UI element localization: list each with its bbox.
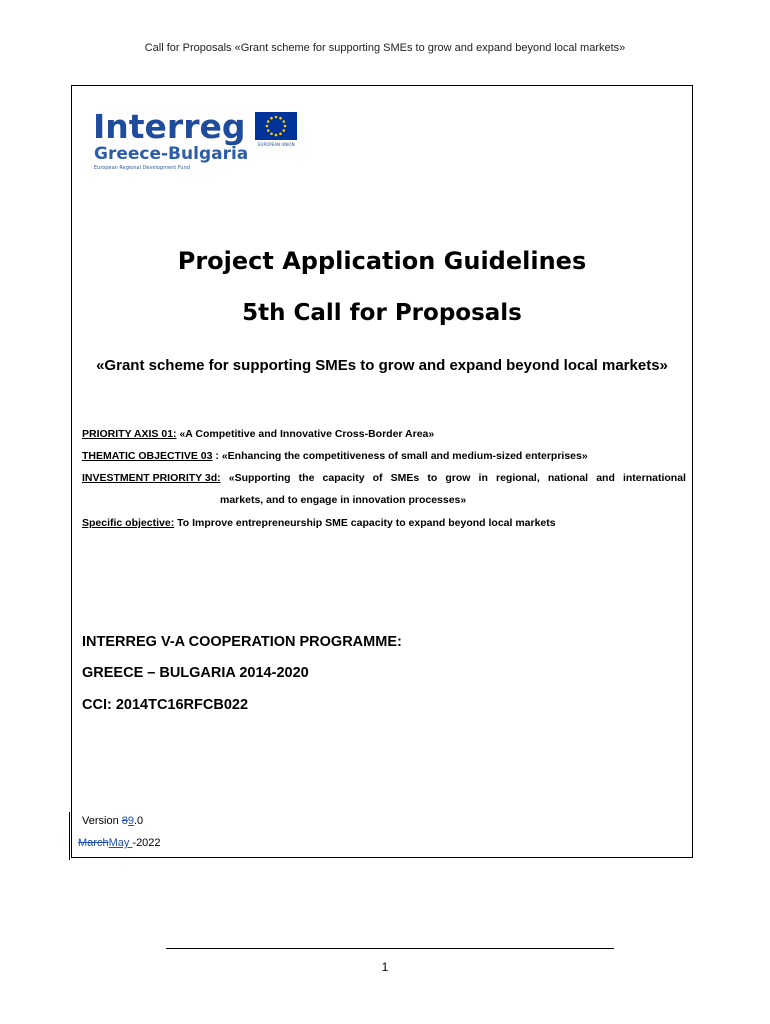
investment-priority-label: INVESTMENT PRIORITY 3d:	[82, 472, 221, 484]
investment-word: the	[298, 472, 315, 484]
version-inserted: 9	[127, 815, 134, 827]
investment-word: of	[372, 472, 383, 484]
investment-priority-line	[82, 472, 686, 484]
interreg-logo	[93, 108, 303, 172]
investment-word: SMEs	[390, 472, 420, 484]
investment-priority-continuation: markets, and to engage in innovation processes»	[220, 494, 467, 506]
priority-axis-label: PRIORITY AXIS 01:	[82, 428, 177, 440]
specific-objective-line	[82, 517, 556, 529]
thematic-objective-line	[82, 450, 588, 462]
thematic-objective-label: THEMATIC OBJECTIVE 03	[82, 450, 213, 462]
specific-objective-text: To Improve entrepreneurship SME capacity to expand beyond local markets	[174, 517, 556, 529]
version-suffix: .0	[134, 815, 144, 827]
scheme-title: «Grant scheme for supporting SMEs to grow and expand beyond local markets»	[96, 357, 668, 374]
priority-axis-line	[82, 428, 434, 440]
page-number: 1	[381, 960, 389, 974]
investment-word: capacity	[322, 472, 365, 484]
thematic-objective-text: : «Enhancing the competitiveness of small and medium-sized enterprises»	[212, 450, 588, 462]
programme-region: GREECE – BULGARIA 2014-2020	[82, 665, 309, 681]
revision-change-bar	[69, 812, 70, 860]
eu-label: EUROPEAN UNION	[258, 142, 295, 147]
running-header: Call for Proposals «Grant scheme for supporting SMEs to grow and expand beyond local markets»	[144, 42, 626, 54]
investment-word: in	[478, 472, 488, 484]
investment-word: regional,	[495, 472, 540, 484]
investment-word: international	[622, 472, 686, 484]
date-deleted: March	[78, 837, 109, 849]
investment-word: grow	[445, 472, 471, 484]
logo-fund: European Regional Development Fund	[94, 165, 190, 171]
document-title: Project Application Guidelines	[177, 247, 587, 275]
investment-word: to	[427, 472, 438, 484]
investment-word: and	[596, 472, 615, 484]
version-line	[82, 815, 143, 827]
programme-cci: CCI: 2014TC16RFCB022	[82, 697, 249, 713]
logo-wordmark: Interreg	[93, 108, 246, 146]
interreg-logo-graphic	[93, 108, 303, 172]
version-deleted: 8	[121, 815, 128, 827]
date-inserted: May	[108, 837, 133, 849]
date-line	[78, 837, 161, 849]
priority-axis-text: «A Competitive and Innovative Cross-Border Area»	[176, 428, 435, 440]
investment-word: national	[547, 472, 589, 484]
call-title: 5th Call for Proposals	[242, 300, 522, 326]
programme-name: INTERREG V-A COOPERATION PROGRAMME:	[82, 634, 402, 650]
investment-word: «Supporting	[228, 472, 291, 484]
version-prefix: Version	[82, 815, 122, 827]
footer-rule	[166, 948, 614, 949]
date-suffix: -2022	[132, 837, 161, 849]
specific-objective-label: Specific objective:	[82, 517, 175, 529]
logo-region: Greece-Bulgaria	[94, 144, 249, 164]
